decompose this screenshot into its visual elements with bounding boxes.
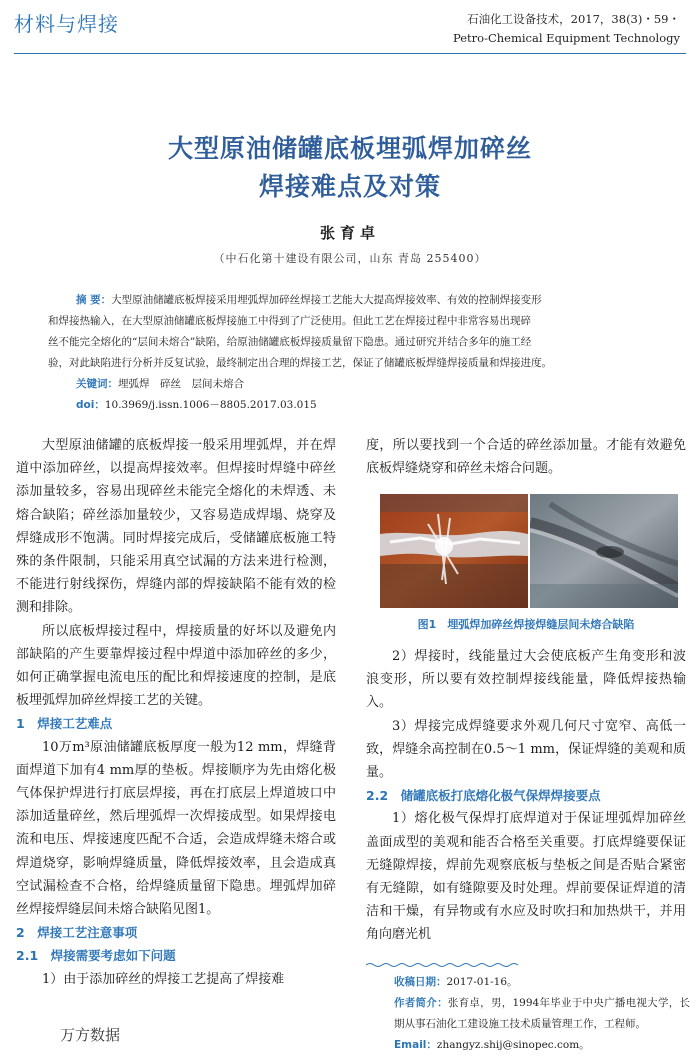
- body-paragraph: 大型原油储罐的底板焊接一般采用埋弧焊，并在焊道中添加碎丝，以提高焊接效率。但焊接时焊缝中碎丝添加量较多，容易出现碎丝未能完全熔化的未焊透、未熔合缺陷；碎丝添加量较少，又容易造成焊塌、烧穿及焊缝成形不饱满。同时焊接完成后，受储罐底板施工特殊的条件限制，只能采用真空试漏的方法来进行检测，不能进行射线探伤，焊缝内部的焊接缺陷不能有效的检测和排除。: [16, 438, 336, 616]
- weld-defect-photo-right: [530, 494, 678, 608]
- section-heading-1: 1 焊接工艺难点: [16, 716, 113, 732]
- abstract-text: 大型原油储罐底板焊接采用埋弧焊加碎丝焊接工艺能大大提高焊接效率、有效的控制焊接变形: [111, 294, 542, 306]
- header-rule: [14, 53, 686, 54]
- body-paragraph: 1）由于添加碎丝的焊接工艺提高了焊接难: [42, 971, 285, 987]
- email-label: Email：: [394, 1039, 437, 1051]
- received-label: 收稿日期：: [394, 976, 447, 988]
- abstract-line-4: 验，对此缺陷进行分析并反复试验，最终制定出合理的焊接工艺，保证了储罐底板焊缝焊接质量和焊接进度。: [48, 357, 552, 369]
- email-value[interactable]: zhangyz.shij@sinopec.com。: [436, 1039, 590, 1051]
- author-bio: [366, 993, 690, 1035]
- body-paragraph: 所以底板焊接过程中，焊接质量的好坏以及避免内部缺陷的产生要靠焊接过程中焊道中添加碎丝的多少，如何正确掌握电流电压的配比和焊接速度的控制，是底板埋弧焊加碎丝焊接工艺的关键。: [16, 623, 336, 709]
- keywords-label: 关键词：: [76, 378, 118, 390]
- doi: [48, 395, 656, 416]
- keywords-text: 埋弧焊 碎丝 层间未熔合: [118, 378, 244, 390]
- section-heading-2: 2 焊接工艺注意事项: [16, 925, 138, 941]
- watermark: 万方数据: [60, 1026, 121, 1044]
- bio-label: 作者简介：: [394, 997, 448, 1009]
- subsection-heading-2-1: 2.1 焊接需要考虑如下问题: [16, 948, 176, 964]
- article-title: [0, 130, 700, 206]
- abstract-line-3: 丝不能完全熔化的“层间未熔合”缺陷，给原油储罐底板焊接质量留下隐患。通过研究并结合多年的施工经: [48, 336, 532, 348]
- left-column: [16, 434, 336, 991]
- body-paragraph: 10万m³原油储罐底板厚度一般为12 mm，焊缝背面焊道下加有4 mm厚的垫板。焊接顺序为先由熔化极气体保护焊进行打底层焊接，再在打底层上焊道坡口中添加适量碎丝，然后埋弧焊一次焊接成型。如果焊接电流和电压、焊接速度匹配不合适，会造成焊缝未熔合或焊道烧穿，影响焊缝质量，降低焊接效率，且会造成真空试漏检查不合格，给焊缝质量留下隐患。埋弧焊加碎丝焊接焊缝层间未熔合缺陷见图1。: [16, 739, 336, 918]
- abstract-line-2: 和焊接热输入，在大型原油储罐底板焊接施工中得到了广泛使用。但此工艺在焊接过程中非常容易出现碎: [48, 315, 531, 327]
- doi-value[interactable]: 10.3969/j.issn.1006－8805.2017.03.015: [104, 399, 317, 411]
- weld-defect-photo-left: [380, 494, 528, 608]
- doi-label: doi：: [76, 399, 105, 411]
- abstract-label: 摘 要：: [76, 294, 112, 306]
- body-paragraph: 1）熔化极气保焊打底焊道对于保证埋弧焊加碎丝盖面成型的美观和能否合格至关重要。打底焊缝要保证无缝隙焊接，焊前先观察底板与垫板之间是否贴合紧密有无缝隙，如有缝隙要及时处理。焊前要保证焊道的清洁和干燥，有异物或有水应及时吹扫和加热烘干，并用角向磨光机: [366, 811, 686, 943]
- author: 张育卓: [319, 224, 380, 242]
- title-line-1: 大型原油储罐底板埋弧焊加碎丝: [167, 134, 532, 163]
- affiliation: （中石化第十建设有限公司，山东 青岛 255400）: [213, 252, 487, 265]
- section-tag: 材料与焊接: [14, 12, 119, 36]
- figure-1-caption: 图1 埋弧焊加碎丝焊接焊缝层间未熔合缺陷: [417, 618, 635, 631]
- abstract: [48, 290, 656, 416]
- footnote: [366, 972, 690, 1056]
- title-line-2: 焊接难点及对策: [258, 172, 441, 201]
- body-paragraph: 度，所以要找到一个合适的碎丝添加量。才能有效避免底板焊缝烧穿和碎丝未熔合问题。: [366, 438, 686, 477]
- received-date: [366, 972, 690, 993]
- body-paragraph: 3）焊接完成焊缝要求外观几何尺寸宽窄、高低一致，焊缝余高控制在0.5～1 mm，保证焊缝的美观和质量。: [366, 718, 686, 781]
- right-column-top: [366, 434, 686, 480]
- bio-text: 张育卓，男，1994年毕业于中央广播电视大学，长期从事石油化工建设施工技术质量管理工作，工程师。: [394, 997, 690, 1030]
- journal-citation: 石油化工设备技术，2017，38(3)・59・: [467, 12, 680, 26]
- footnote-wavy-divider: [366, 962, 518, 968]
- subsection-heading-2-2: 2.2 储罐底板打底熔化极气保焊焊接要点: [366, 788, 601, 804]
- figure-1-right-photo: [530, 494, 678, 608]
- figure-1-left-photo: [380, 494, 528, 608]
- journal-english-name: Petro-Chemical Equipment Technology: [453, 31, 680, 45]
- abstract-line-1: [48, 290, 656, 311]
- keywords: [48, 374, 656, 395]
- received-value: 2017-01-16。: [446, 976, 518, 988]
- right-column-bottom: [366, 645, 686, 947]
- author-email: [366, 1035, 690, 1056]
- journal-info: [453, 10, 680, 48]
- body-paragraph: 2）焊接时，线能量过大会使底板产生角变形和波浪变形，所以要有效控制焊接线能量，降低焊接热输入。: [366, 649, 686, 711]
